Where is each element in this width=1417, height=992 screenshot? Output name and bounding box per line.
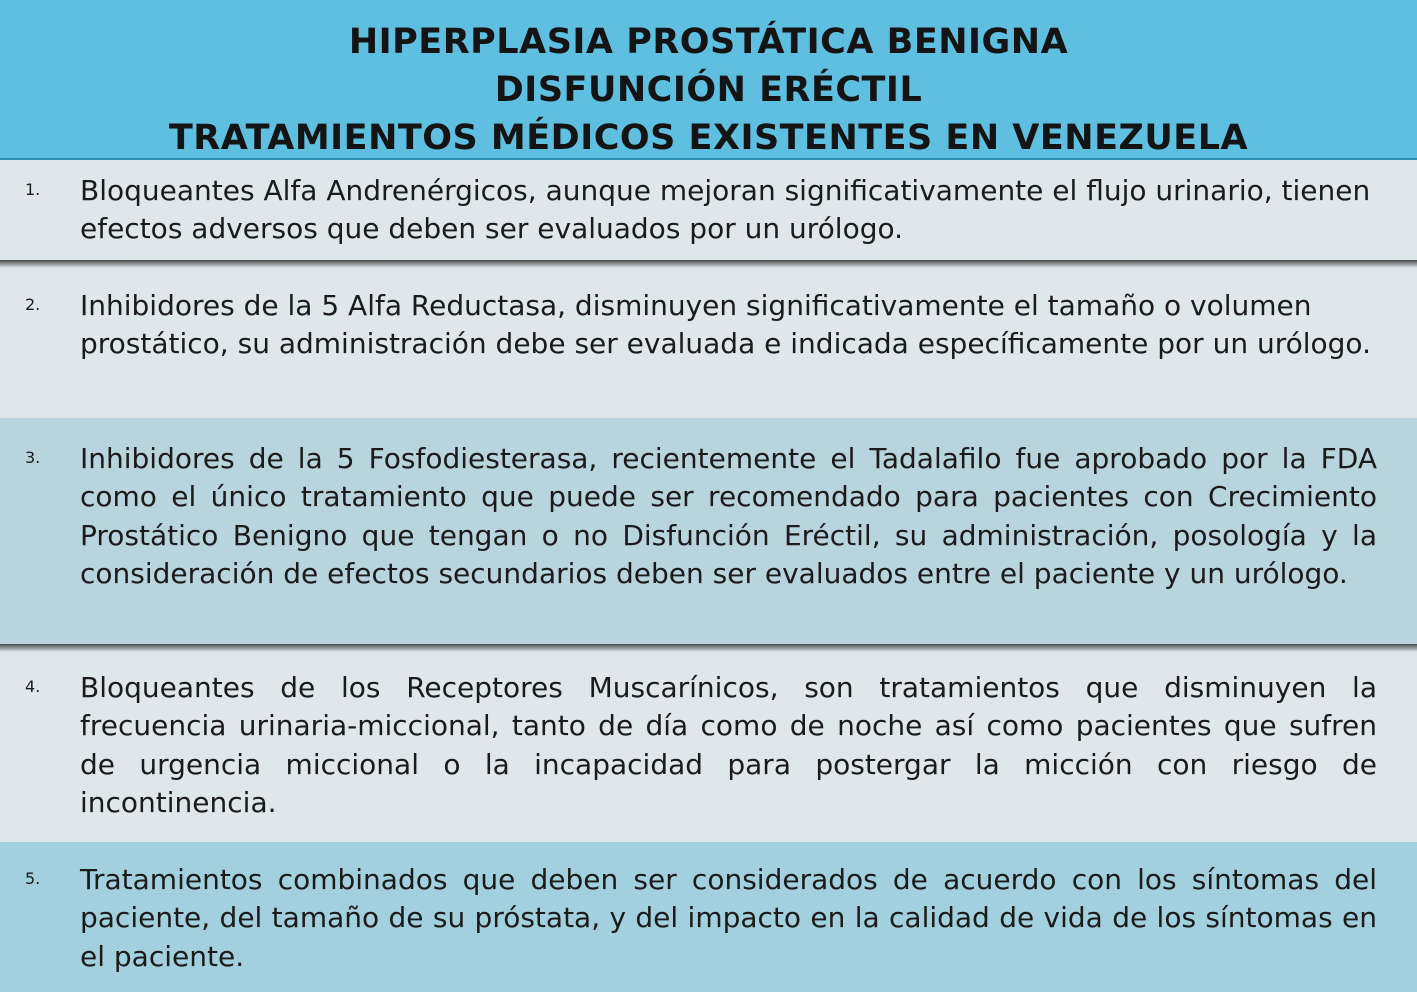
item-number: 5. <box>25 869 41 888</box>
band-divider-shadow <box>0 260 1417 268</box>
item-text: Tratamientos combinados que deben ser considerados de acuerdo con los síntomas del paciente, del tamaño de su próstata, y del impacto en la calidad de vida de los síntomas en el paciente. <box>80 863 1377 973</box>
item-text: Inhibidores de la 5 Fosfodiesterasa, recientemente el Tadalafilo fue aprobado por la FDA como el único tratamiento que puede ser recomendado para pacientes con Crecimiento Prostático Benigno que tengan o no Disfunción Eréctil, su administración, posología y la consideración de efectos secundarios deben ser evaluados entre el paciente y un urólogo. <box>80 442 1377 590</box>
band-divider-shadow <box>0 644 1417 652</box>
item-number: 1. <box>25 180 41 199</box>
item-number: 2. <box>25 295 41 314</box>
item-text: Bloqueantes Alfa Andrenérgicos, aunque mejoran significativamente el flujo urinario, tienen efectos adversos que deben ser evaluados por un urólogo. <box>80 174 1371 246</box>
item-text: Inhibidores de la 5 Alfa Reductasa, disminuyen significativamente el tamaño o volumen prostático, su administración debe ser evaluada e indicada específicamente por un urólogo. <box>80 289 1371 361</box>
item-number: 3. <box>25 448 41 467</box>
title-header <box>0 0 1417 160</box>
title-line-2: DISFUNCIÓN ERÉCTIL <box>494 70 923 110</box>
title-line-1: HIPERPLASIA PROSTÁTICA BENIGNA <box>348 22 1069 62</box>
item-number: 4. <box>25 677 41 696</box>
item-text: Bloqueantes de los Receptores Muscarínicos, son tratamientos que disminuyen la frecuencia urinaria-miccional, tanto de día como de noche así como pacientes que sufren de urgencia miccional o la incapacidad para postergar la micción con riesgo de incontinencia. <box>80 671 1377 819</box>
title-line-3: TRATAMIENTOS MÉDICOS EXISTENTES EN VENEZUELA <box>168 118 1249 158</box>
